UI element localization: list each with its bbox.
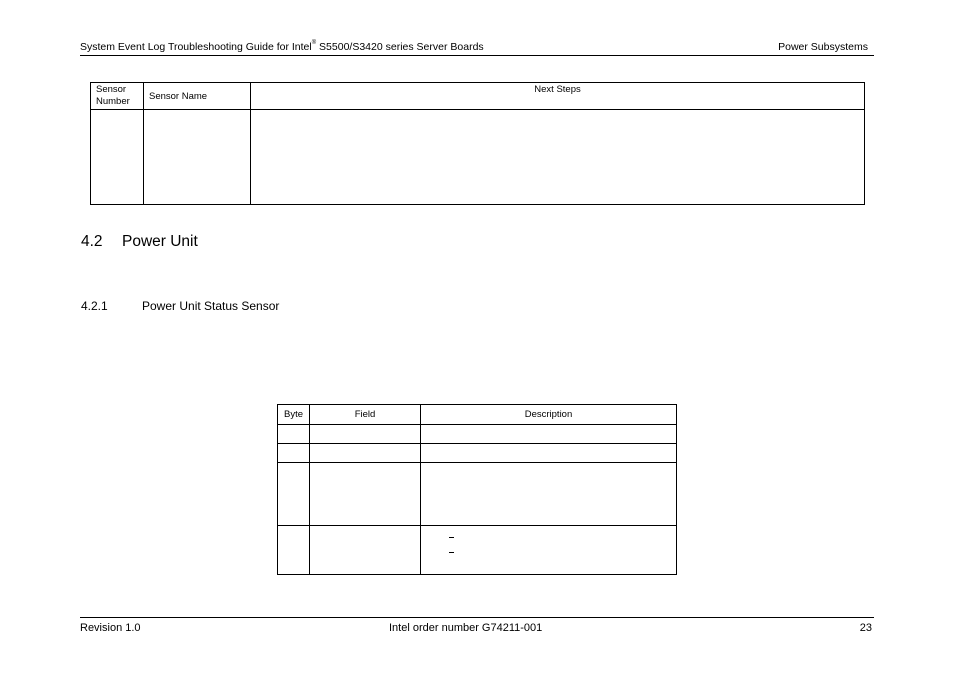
subsection-heading bbox=[81, 299, 279, 313]
dash-bullet bbox=[449, 552, 454, 553]
footer-revision: Revision 1.0 bbox=[80, 622, 141, 634]
col-header-next-steps: Next Steps bbox=[251, 83, 865, 110]
table-row bbox=[278, 463, 677, 526]
section-heading bbox=[81, 233, 198, 251]
page-header bbox=[80, 41, 874, 56]
table-cell bbox=[144, 110, 251, 205]
header-section-title: Power Subsystems bbox=[778, 41, 868, 53]
dash-bullet bbox=[449, 537, 454, 538]
event-byte-table bbox=[277, 404, 677, 575]
table-cell bbox=[278, 463, 310, 526]
table-cell bbox=[310, 444, 421, 463]
col-header-byte: Byte bbox=[278, 405, 310, 425]
table-cell bbox=[421, 444, 677, 463]
table-cell bbox=[278, 526, 310, 575]
table-cell bbox=[310, 526, 421, 575]
sensor-next-steps-table bbox=[90, 82, 865, 205]
table-row bbox=[91, 110, 865, 205]
subsection-title: Power Unit Status Sensor bbox=[142, 299, 280, 313]
table-row bbox=[278, 444, 677, 463]
table-cell bbox=[421, 463, 677, 526]
registered-mark: ® bbox=[311, 40, 317, 46]
table-cell bbox=[278, 444, 310, 463]
table-cell-description bbox=[421, 526, 677, 575]
col-header-field: Field bbox=[310, 405, 421, 425]
table-cell bbox=[421, 425, 677, 444]
footer-order-number: Intel order number G74211-001 bbox=[389, 622, 543, 634]
header-document-title: System Event Log Troubleshooting Guide for Intel® S5500/S3420 series Server Boards bbox=[80, 40, 484, 53]
table-header-row bbox=[278, 405, 677, 425]
table-cell bbox=[91, 110, 144, 205]
table-row bbox=[278, 425, 677, 444]
table-row bbox=[278, 526, 677, 575]
col-header-sensor-number: Sensor Number bbox=[91, 83, 144, 110]
table-cell bbox=[278, 425, 310, 444]
section-title: Power Unit bbox=[122, 233, 198, 250]
table-cell bbox=[310, 463, 421, 526]
table-cell bbox=[251, 110, 865, 205]
col-header-description: Description bbox=[421, 405, 677, 425]
table-header-row bbox=[91, 83, 865, 110]
footer-page-number: 23 bbox=[859, 622, 872, 634]
section-number: 4.2 bbox=[81, 233, 103, 250]
table-cell bbox=[310, 425, 421, 444]
col-header-sensor-name: Sensor Name bbox=[144, 83, 251, 110]
subsection-number: 4.2.1 bbox=[81, 299, 108, 313]
page-footer bbox=[80, 617, 874, 638]
